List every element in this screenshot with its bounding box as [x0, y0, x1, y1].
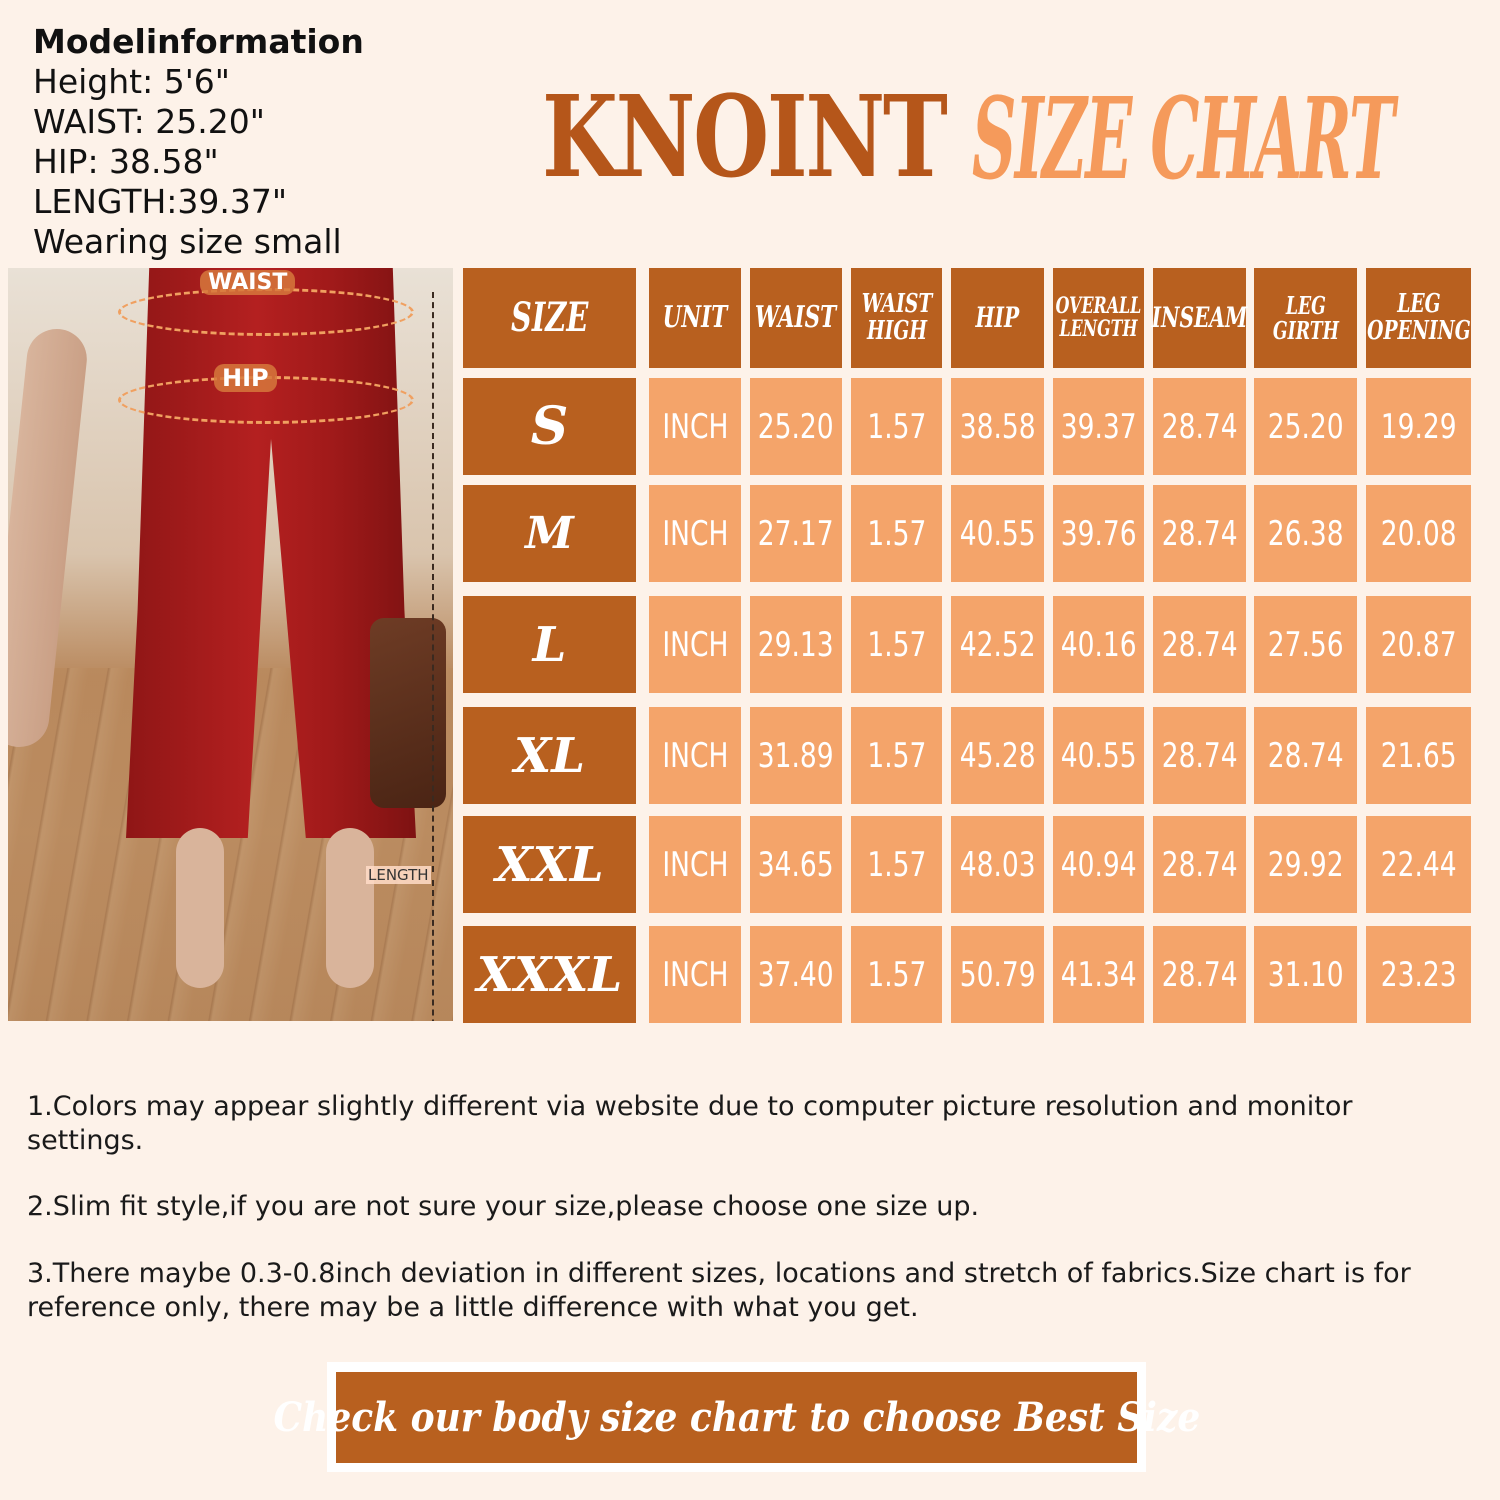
table-cell — [649, 596, 741, 693]
table-cell — [951, 707, 1044, 804]
table-cell — [1366, 485, 1471, 582]
table-cell — [750, 596, 842, 693]
table-cell — [1254, 707, 1357, 804]
cell-value: 27.56 — [1267, 624, 1344, 665]
cell-value: 29.13 — [758, 624, 834, 665]
size-cell-l — [463, 596, 636, 693]
table-cell — [951, 596, 1044, 693]
table-cell — [1254, 596, 1357, 693]
size-label: XXXL — [476, 946, 623, 1003]
table-cell — [1153, 926, 1246, 1023]
waist-label: WAIST — [200, 270, 295, 295]
size-cell-xxl — [463, 816, 636, 913]
cell-value: 38.58 — [959, 406, 1036, 447]
table-cell — [750, 926, 842, 1023]
table-cell — [1366, 926, 1471, 1023]
table-cell — [1254, 816, 1357, 913]
header-inseam — [1153, 268, 1246, 368]
table-cell — [1053, 485, 1144, 582]
cell-value: 39.37 — [1060, 406, 1137, 447]
table-cell — [1366, 378, 1471, 475]
size-label: L — [532, 616, 567, 673]
table-cell — [1153, 707, 1246, 804]
table-cell — [851, 926, 942, 1023]
table-cell — [1153, 596, 1246, 693]
header-waist-high — [851, 268, 942, 368]
header-hip — [951, 268, 1044, 368]
table-cell — [750, 485, 842, 582]
header-size — [463, 268, 636, 368]
cell-value: 25.20 — [1267, 406, 1344, 447]
cell-value: 1.57 — [866, 844, 927, 885]
length-ruler — [432, 292, 440, 872]
header-label: SIZE — [510, 294, 589, 341]
table-cell — [1053, 926, 1144, 1023]
cell-value: 39.76 — [1060, 513, 1137, 554]
header-unit — [649, 268, 741, 368]
cell-value: 31.89 — [758, 735, 834, 776]
table-cell — [649, 485, 741, 582]
cell-value: 27.17 — [758, 513, 834, 554]
size-label: S — [530, 396, 569, 457]
table-cell — [1254, 926, 1357, 1023]
cell-value: INCH — [661, 844, 729, 885]
cell-value: INCH — [661, 735, 729, 776]
cell-value: 20.87 — [1380, 624, 1457, 665]
cell-value: 1.57 — [866, 513, 927, 554]
banner-text: Check our body size chart to choose Best Size — [273, 1394, 1200, 1441]
table-cell — [951, 926, 1044, 1023]
table-cell — [1366, 707, 1471, 804]
cell-value: INCH — [661, 513, 729, 554]
cell-value: 29.92 — [1267, 844, 1344, 885]
length-label: LENGTH — [368, 866, 429, 884]
note-1: 1.Colors may appear slightly different via website due to computer picture resolution and monitor settings. — [27, 1091, 1353, 1156]
size-cell-xxxl — [463, 926, 636, 1023]
cell-value: 42.52 — [959, 624, 1036, 665]
cell-value: 28.74 — [1267, 735, 1344, 776]
cell-value: 28.74 — [1161, 954, 1238, 995]
cell-value: 1.57 — [866, 954, 927, 995]
cell-value: 31.10 — [1267, 954, 1344, 995]
model-information — [33, 22, 364, 262]
table-cell — [750, 816, 842, 913]
size-advice-banner — [273, 1372, 1200, 1463]
cell-value: 28.74 — [1161, 624, 1238, 665]
table-cell — [1153, 485, 1246, 582]
table-cell — [1153, 378, 1246, 475]
table-cell — [649, 378, 741, 475]
size-chart-title: SIZE CHART — [972, 74, 1394, 205]
cell-value: 19.29 — [1380, 406, 1457, 447]
cell-value: 50.79 — [959, 954, 1036, 995]
table-cell — [750, 378, 842, 475]
table-cell — [1053, 707, 1144, 804]
table-cell — [649, 816, 741, 913]
model-waist: WAIST: 25.20" — [33, 102, 265, 141]
header-overall-length — [1053, 268, 1144, 368]
table-cell — [750, 707, 842, 804]
table-cell — [649, 926, 741, 1023]
model-length: LENGTH:39.37" — [33, 182, 288, 221]
hip-label: HIP — [214, 364, 277, 392]
header-label: WAIST HIGH — [861, 288, 932, 346]
table-cell — [851, 378, 942, 475]
cell-value: 34.65 — [758, 844, 834, 885]
cell-value: 28.74 — [1161, 406, 1238, 447]
table-cell — [1053, 816, 1144, 913]
table-cell — [1153, 816, 1246, 913]
note-2: 2.Slim fit style,if you are not sure your size,please choose one size up. — [27, 1191, 980, 1222]
size-label: XXL — [495, 836, 604, 893]
cell-value: 28.74 — [1161, 513, 1238, 554]
model-hip: HIP: 38.58" — [33, 142, 219, 181]
table-cell — [951, 485, 1044, 582]
cell-value: 26.38 — [1267, 513, 1344, 554]
cell-value: 1.57 — [866, 735, 927, 776]
cell-value: 45.28 — [959, 735, 1036, 776]
table-cell — [1053, 596, 1144, 693]
table-cell — [1366, 596, 1471, 693]
model-wearing-size: Wearing size small — [33, 222, 342, 261]
header-label: HIP — [975, 301, 1020, 335]
header-waist — [750, 268, 842, 368]
header-leg-girth — [1254, 268, 1357, 368]
model-photo — [8, 268, 453, 1021]
table-cell — [851, 596, 942, 693]
cell-value: 40.55 — [959, 513, 1036, 554]
cell-value: 40.94 — [1060, 844, 1137, 885]
table-cell — [851, 485, 942, 582]
table-cell — [1366, 816, 1471, 913]
model-info-title: Modelinformation — [33, 22, 364, 61]
cell-value: 40.16 — [1060, 624, 1137, 665]
cell-value: 28.74 — [1161, 844, 1238, 885]
note-3: 3.There maybe 0.3-0.8inch deviation in different sizes, locations and stretch of fabrics.Size chart is for reference only, there may be a little difference with what you get. — [27, 1258, 1411, 1323]
cell-value: 37.40 — [758, 954, 834, 995]
header-label: LEG GIRTH — [1272, 290, 1339, 345]
size-label: M — [525, 508, 574, 559]
table-cell — [851, 707, 942, 804]
cell-value: 21.65 — [1380, 735, 1457, 776]
cell-value: INCH — [661, 406, 729, 447]
length-ruler-lower — [432, 880, 440, 1021]
header-label: UNIT — [662, 300, 728, 336]
size-cell-xl — [463, 707, 636, 804]
cell-value: 23.23 — [1380, 954, 1457, 995]
header-label: OVERALL LENGTH — [1055, 292, 1142, 342]
header-label: LEG OPENING — [1366, 288, 1471, 346]
cell-value: INCH — [661, 954, 729, 995]
size-cell-s — [463, 378, 636, 475]
table-cell — [1254, 485, 1357, 582]
cell-value: 48.03 — [959, 844, 1036, 885]
header-label: WAIST — [755, 300, 837, 336]
table-cell — [851, 816, 942, 913]
cell-value: 41.34 — [1060, 954, 1137, 995]
cell-value: 28.74 — [1161, 735, 1238, 776]
cell-value: 1.57 — [866, 406, 927, 447]
cell-value: INCH — [661, 624, 729, 665]
header-leg-opening — [1366, 268, 1471, 368]
photo-leg-right — [326, 828, 374, 988]
cell-value: 20.08 — [1380, 513, 1457, 554]
table-cell — [649, 707, 741, 804]
table-cell — [1053, 378, 1144, 475]
table-cell — [951, 816, 1044, 913]
brand-name: KNOINT — [542, 72, 946, 203]
cell-value: 22.44 — [1380, 844, 1457, 885]
cell-value: 40.55 — [1060, 735, 1137, 776]
model-height: Height: 5'6" — [33, 62, 230, 101]
cell-value: 1.57 — [866, 624, 927, 665]
header-label: INSEAM — [1151, 301, 1248, 335]
photo-leg-left — [176, 828, 224, 988]
waist-measure-line — [118, 288, 414, 336]
table-cell — [1254, 378, 1357, 475]
size-label: XL — [514, 727, 585, 784]
size-cell-m — [463, 485, 636, 582]
table-cell — [951, 378, 1044, 475]
cell-value: 25.20 — [758, 406, 834, 447]
